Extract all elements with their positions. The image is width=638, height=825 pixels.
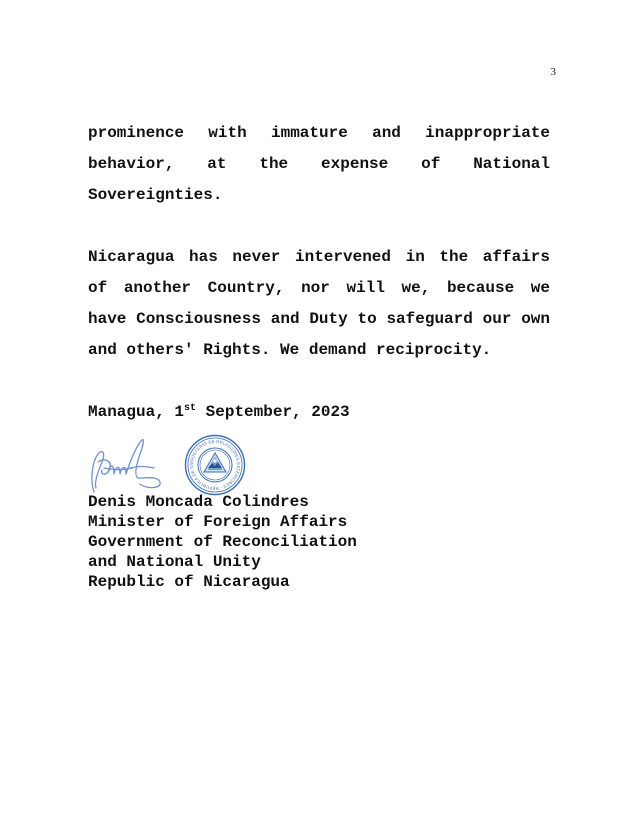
dateline-place-day: Managua, 1: [88, 403, 185, 421]
dateline: [88, 397, 350, 428]
paragraph-line: and others' Rights. We demand reciprocity.: [88, 341, 492, 359]
signatory-government-line-1: Government of Reconciliation: [88, 533, 357, 551]
dateline-ordinal-suffix: st: [184, 403, 197, 414]
paragraph-line: Sovereignties.: [88, 186, 223, 204]
paragraph-line: of another Country, nor will we, because we: [88, 279, 550, 297]
seal-ring-text: MINISTERIO DE RELACIONES EXTERIORES · REPUBLICA DE N: [188, 438, 242, 492]
signatory-name: Denis Moncada Colindres: [88, 493, 309, 511]
paragraph-line: have Consciousness and Duty to safeguard our own: [88, 310, 550, 328]
dateline-month-year: September, 2023: [196, 403, 350, 421]
official-seal: [184, 434, 246, 496]
body-paragraph-1: [88, 118, 550, 211]
signatory-title: Minister of Foreign Affairs: [88, 513, 348, 531]
signatory-country: Republic of Nicaragua: [88, 573, 290, 591]
paragraph-line: behavior, at the expense of National: [88, 155, 550, 173]
paragraph-line: prominence with immature and inappropriate: [88, 124, 550, 142]
page-number: 3: [550, 66, 556, 78]
signature-block: [88, 492, 357, 592]
paragraph-line: Nicaragua has never intervened in the affairs: [88, 248, 550, 266]
signatory-government-line-2: and National Unity: [88, 553, 261, 571]
handwritten-signature: [84, 432, 166, 496]
body-paragraph-2: [88, 242, 550, 366]
